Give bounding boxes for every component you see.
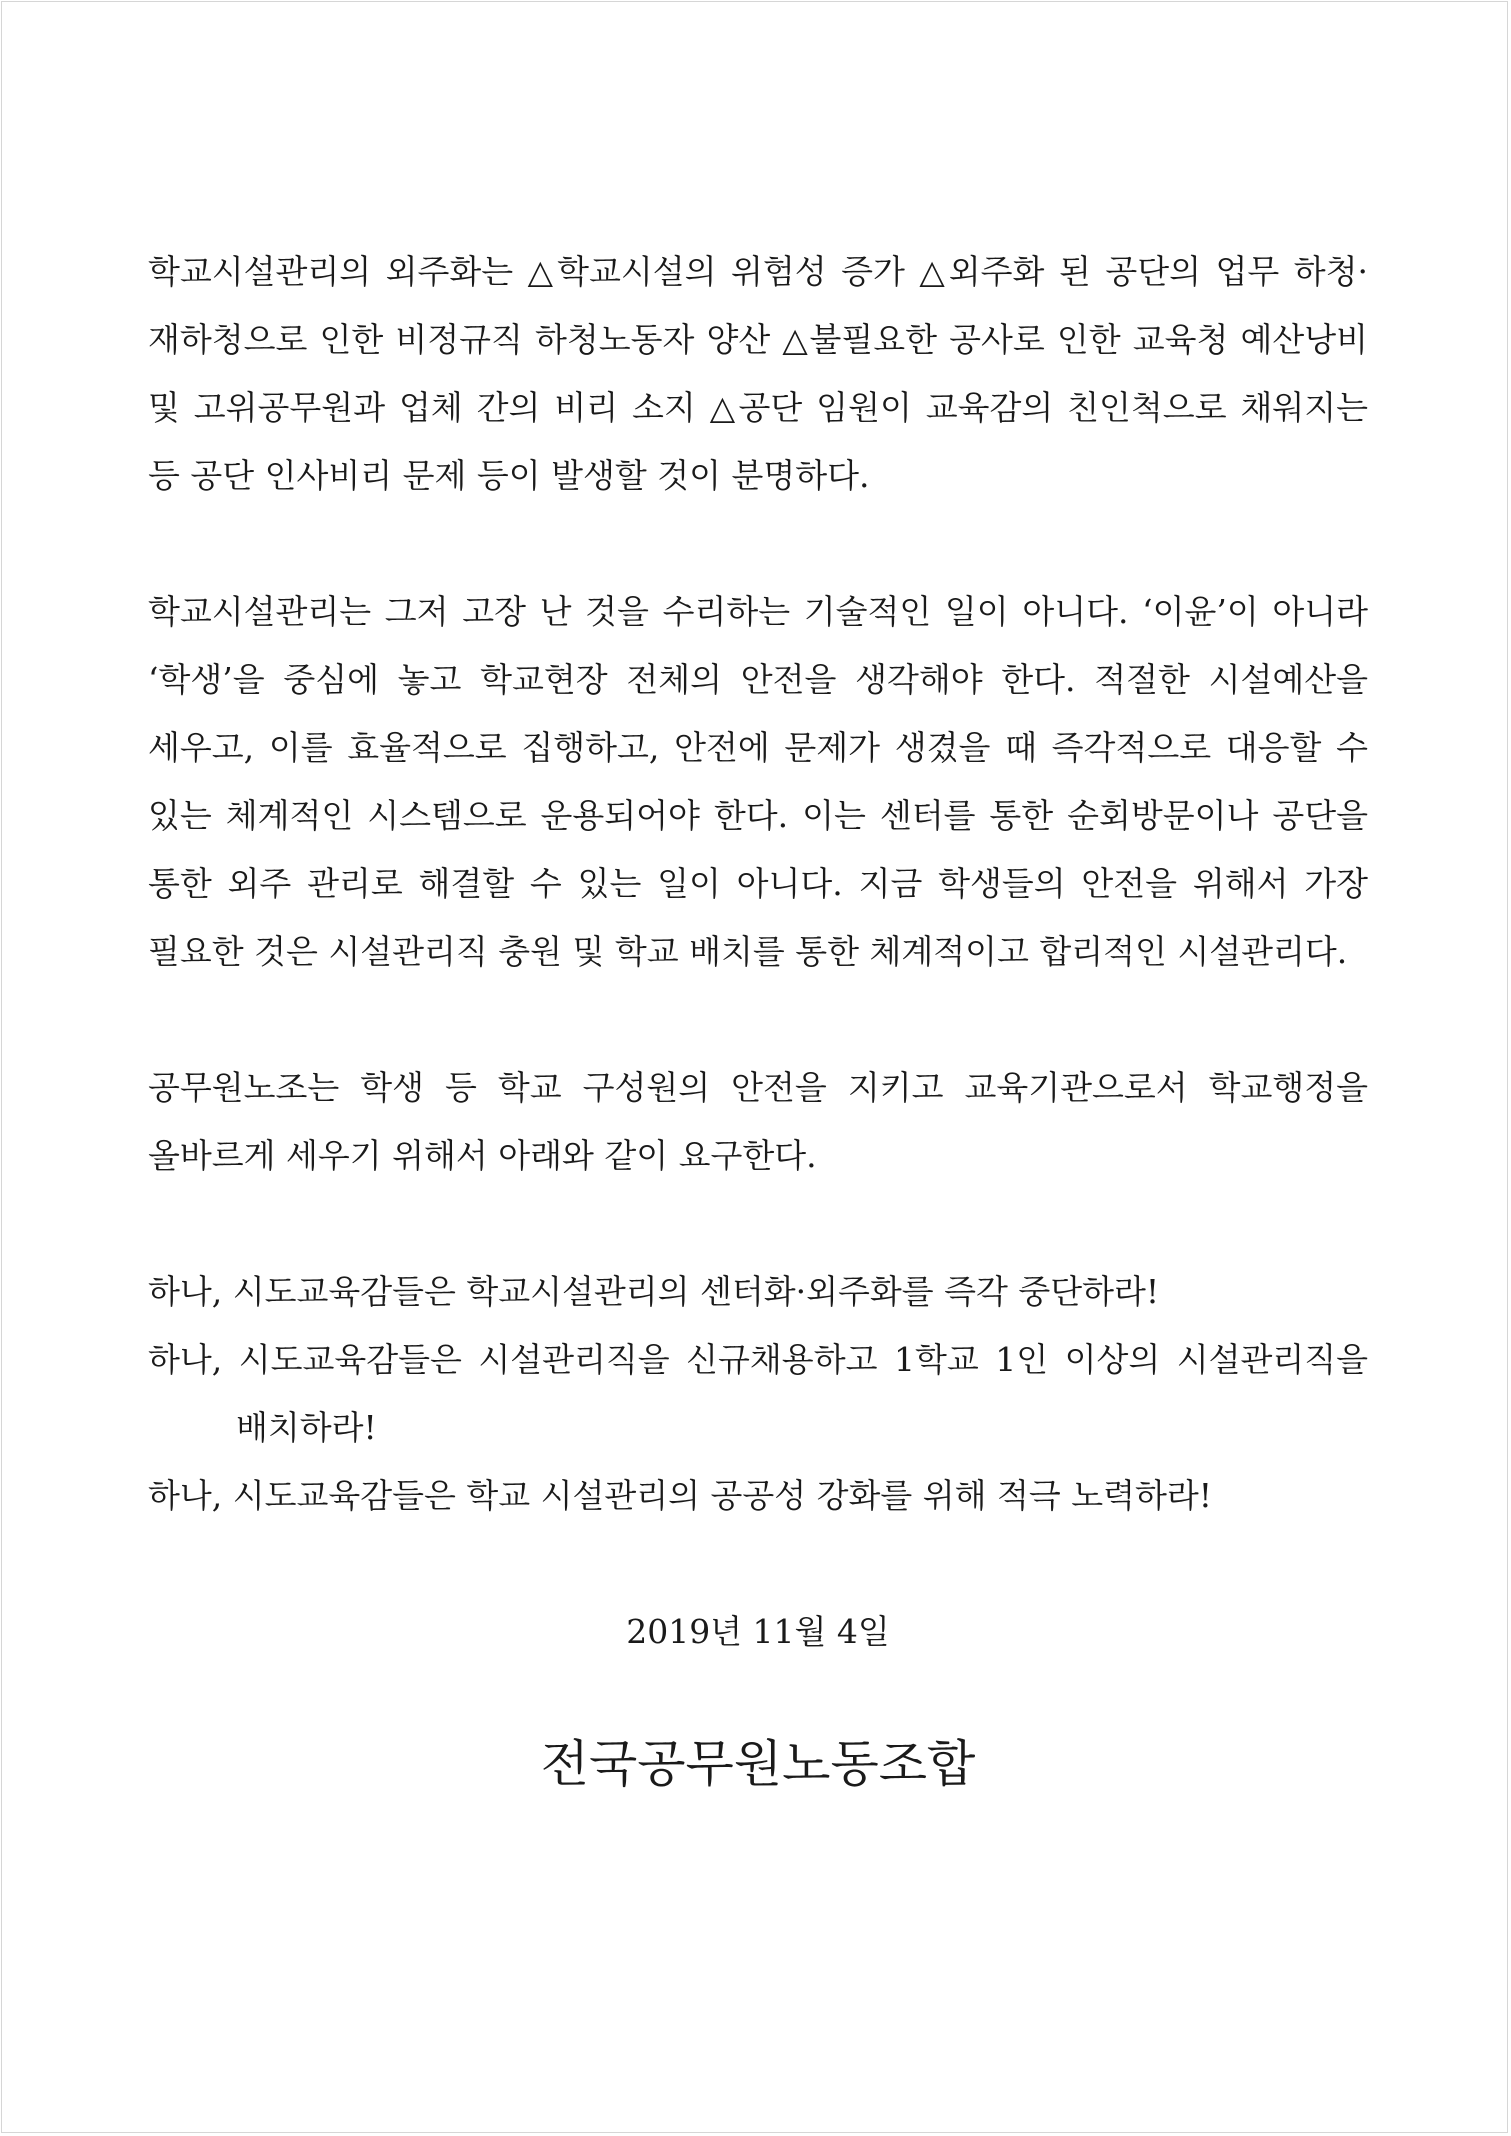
demand-item: 하나, 시도교육감들은 학교시설관리의 센터화·외주화를 즉각 중단하라! bbox=[148, 1272, 1160, 1311]
statement-date: 2019년 11월 4일 bbox=[626, 1612, 890, 1651]
demand-list bbox=[148, 1258, 1368, 1530]
document-body bbox=[148, 238, 1368, 1804]
demand-item: 하나, 시도교육감들은 시설관리직을 신규채용하고 1학교 1인 이상의 시설관리직을 배치하라! bbox=[148, 1340, 1368, 1447]
paragraph-facility-management: 학교시설관리는 그저 고장 난 것을 수리하는 기술적인 일이 아니다. ‘이윤’이 아니라 ‘학생’을 중심에 놓고 학교현장 전체의 안전을 생각해야 한다. 적절한 시설예산을 세우고, 이를 효율적으로 집행하고, 안전에 문제가 생겼을 때 즉각적으로 대응할 수 있는 체계적인 시스템으로 운용되어야 한다. 이는 센터를 통한 순회방문이나 공단을 통한 외주 관리로 해결할 수 있는 일이 아니다. 지금 학생들의 안전을 위해서 가장 필요한 것은 시설관리직 충원 및 학교 배치를 통한 체계적이고 합리적인 시설관리다. bbox=[148, 592, 1368, 971]
organization-signature: 전국공무원노동조합 bbox=[540, 1735, 976, 1793]
paragraph-union-demand-intro: 공무원노조는 학생 등 학교 구성원의 안전을 지키고 교육기관으로서 학교행정을 올바르게 세우기 위해서 아래와 같이 요구한다. bbox=[148, 1068, 1368, 1175]
paragraph-outsourcing-risks: 학교시설관리의 외주화는 △학교시설의 위험성 증가 △외주화 된 공단의 업무 하청·재하청으로 인한 비정규직 하청노동자 양산 △불필요한 공사로 인한 교육청 예산낭비 및 고위공무원과 업체 간의 비리 소지 △공단 임원이 교육감의 친인척으로 채워지는 등 공단 인사비리 문제 등이 발생할 것이 분명하다. bbox=[148, 252, 1368, 495]
demand-item: 하나, 시도교육감들은 학교 시설관리의 공공성 강화를 위해 적극 노력하라! bbox=[148, 1476, 1213, 1515]
document-page bbox=[1, 1, 1508, 2133]
